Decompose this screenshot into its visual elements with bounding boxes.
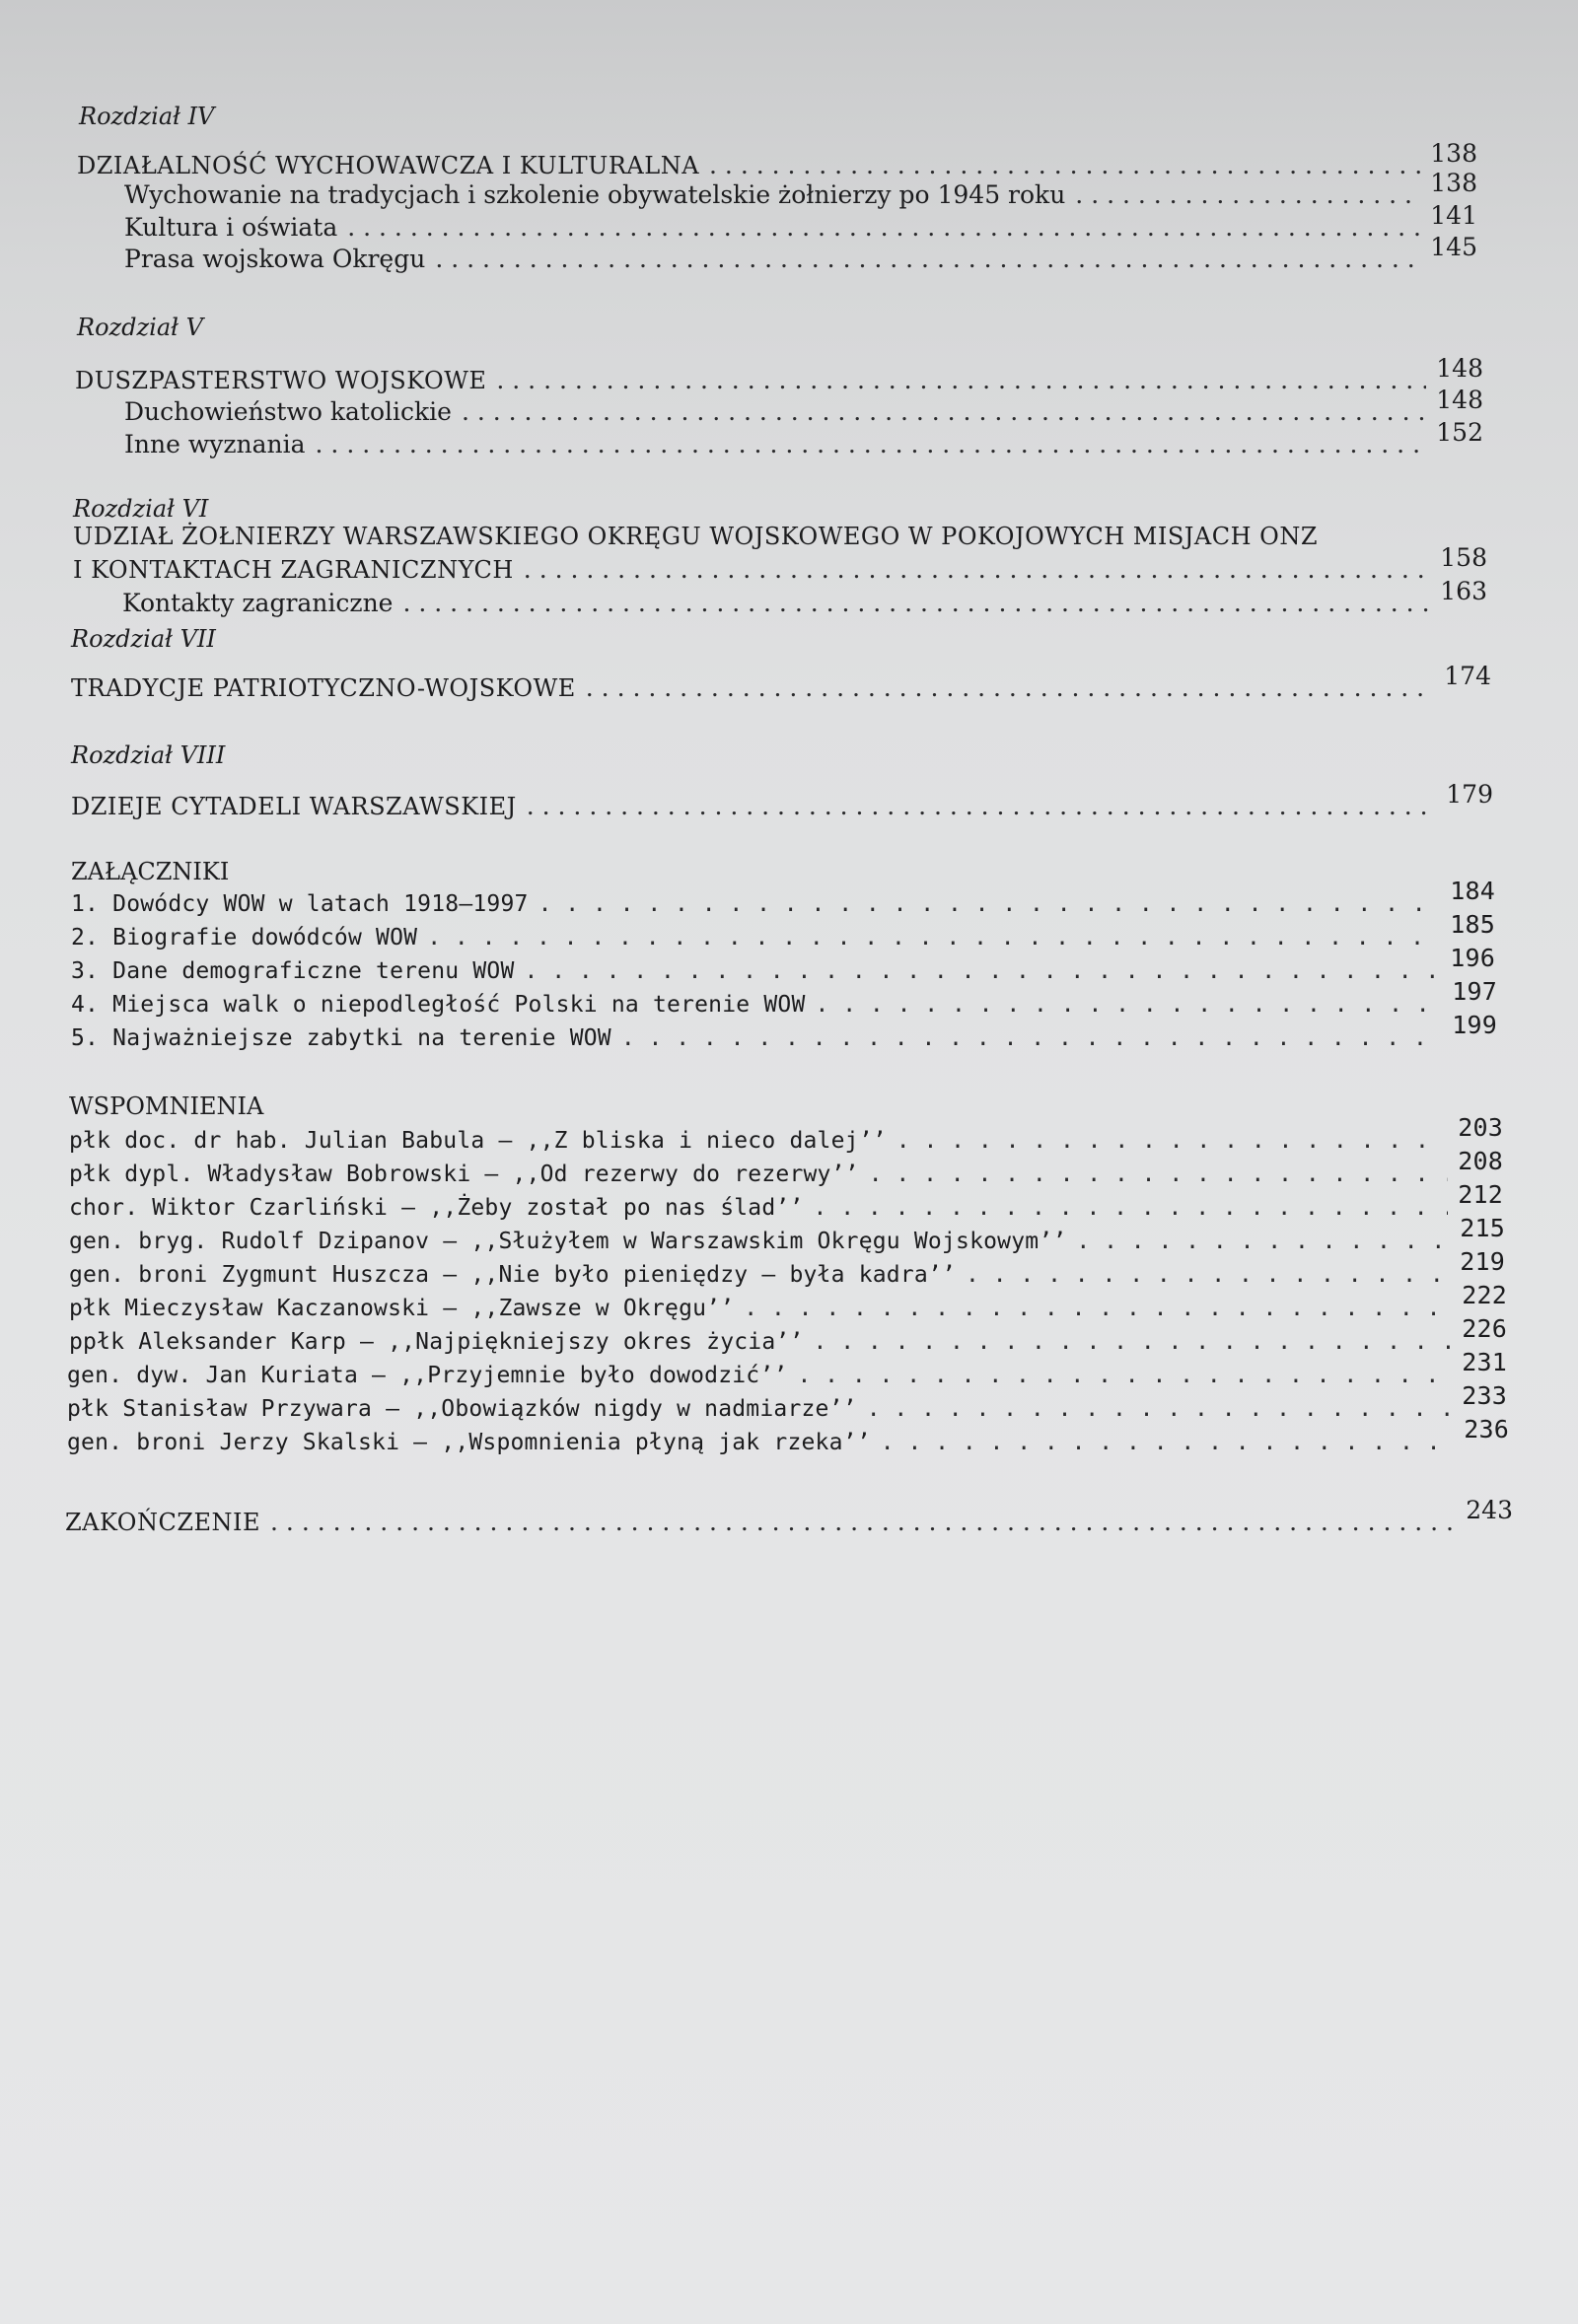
toc-entry bbox=[69, 1214, 1505, 1257]
page-number: 212 bbox=[1458, 1180, 1503, 1209]
page-number: 196 bbox=[1450, 944, 1495, 972]
page-number: 243 bbox=[1466, 1496, 1513, 1524]
appendices-heading: ZAŁĄCZNIKI bbox=[71, 858, 230, 885]
page-number: 233 bbox=[1462, 1381, 1507, 1410]
page-number: 179 bbox=[1446, 780, 1493, 809]
toc-entry-label: 4. Miejsca walk o niepodległość Polski na terenie WOW bbox=[71, 992, 806, 1018]
page-number: 184 bbox=[1450, 877, 1495, 905]
toc-entry bbox=[69, 1281, 1507, 1324]
leader-dots bbox=[402, 588, 1430, 619]
leader-dots bbox=[621, 1022, 1442, 1054]
toc-entry-label: 3. Dane demograficzne terenu WOW bbox=[71, 958, 515, 984]
toc-entry bbox=[67, 1415, 1509, 1458]
page-number: 141 bbox=[1430, 201, 1477, 230]
toc-entry-label: 2. Biografie dowódców WOW bbox=[71, 925, 418, 951]
page-number: 199 bbox=[1452, 1011, 1497, 1039]
toc-entry bbox=[124, 169, 1477, 211]
toc-entry-label: Kontakty zagraniczne bbox=[122, 589, 394, 617]
leader-dots bbox=[270, 1507, 1456, 1538]
leader-dots bbox=[816, 989, 1443, 1021]
page-number: 215 bbox=[1460, 1214, 1505, 1242]
toc-entry bbox=[75, 354, 1483, 396]
chapter-heading: Rozdział VIII bbox=[71, 741, 226, 769]
toc-entry-label: Wychowanie na tradycjach i szkolenie obywatelskie żołnierzy po 1945 roku bbox=[124, 180, 1066, 209]
page-number: 197 bbox=[1452, 977, 1497, 1006]
leader-dots bbox=[347, 212, 1420, 244]
toc-entry bbox=[122, 577, 1487, 619]
memoirs-heading: WSPOMNIENIA bbox=[69, 1092, 264, 1120]
toc-entry bbox=[71, 910, 1495, 953]
chapter-heading: Rozdział V bbox=[77, 314, 203, 341]
toc-entry-label: ppłk Aleksander Karp – ,,Najpiękniejszy okres życia’’ bbox=[69, 1329, 804, 1355]
toc-entry bbox=[65, 1496, 1513, 1538]
toc-entry bbox=[69, 1147, 1503, 1190]
page-number: 231 bbox=[1462, 1348, 1507, 1376]
page-number: 148 bbox=[1436, 354, 1483, 383]
page-number: 158 bbox=[1440, 543, 1487, 572]
chapter-heading: Rozdział VII bbox=[71, 625, 216, 653]
leader-dots bbox=[527, 791, 1437, 822]
toc-entry bbox=[71, 662, 1491, 704]
toc-entry-label: gen. broni Jerzy Skalski – ,,Wspomnienia płyną jak rzeka’’ bbox=[67, 1430, 871, 1455]
conclusion-title: ZAKOŃCZENIE bbox=[65, 1509, 261, 1536]
toc-entry bbox=[77, 139, 1477, 181]
toc-entry bbox=[69, 1314, 1507, 1358]
chapter-title: DUSZPASTERSTWO WOJSKOWE bbox=[75, 367, 487, 394]
leader-dots bbox=[427, 922, 1440, 953]
toc-entry-label: Duchowieństwo katolickie bbox=[124, 397, 452, 426]
page-number: 222 bbox=[1462, 1281, 1507, 1309]
leader-dots bbox=[524, 554, 1430, 586]
leader-dots bbox=[1075, 179, 1420, 211]
page-number: 174 bbox=[1444, 662, 1491, 690]
toc-entry-label: gen. bryg. Rudolf Dzipanov – ,,Służyłem w Warszawskim Okręgu Wojskowym’’ bbox=[69, 1229, 1067, 1254]
toc-entry-label: gen. dyw. Jan Kuriata – ,,Przyjemnie było dowodzić’’ bbox=[67, 1363, 788, 1388]
chapter-heading: Rozdział VI bbox=[73, 495, 209, 523]
toc-entry-label: 5. Najważniejsze zabytki na terenie WOW bbox=[71, 1025, 611, 1051]
page-number: 203 bbox=[1458, 1113, 1503, 1142]
toc-entry bbox=[71, 780, 1493, 822]
toc-entry bbox=[124, 386, 1483, 428]
leader-dots bbox=[867, 1393, 1453, 1425]
leader-dots bbox=[797, 1360, 1452, 1391]
toc-entry bbox=[71, 877, 1495, 920]
leader-dots bbox=[814, 1326, 1453, 1358]
toc-entry bbox=[67, 1381, 1507, 1425]
leader-dots bbox=[435, 244, 1420, 275]
leader-dots bbox=[538, 888, 1441, 920]
toc-entry-label: płk doc. dr hab. Julian Babula – ,,Z bliska i nieco dalej’’ bbox=[69, 1128, 887, 1154]
leader-dots bbox=[496, 365, 1426, 396]
leader-dots bbox=[316, 429, 1427, 460]
leader-dots bbox=[525, 955, 1441, 987]
page-number: 163 bbox=[1440, 577, 1487, 605]
chapter-title: UDZIAŁ ŻOŁNIERZY WARSZAWSKIEGO OKRĘGU WOJSKOWEGO W POKOJOWYCH MISJACH ONZ bbox=[73, 523, 1318, 550]
toc-entry-label: 1. Dowódcy WOW w latach 1918–1997 bbox=[71, 891, 529, 917]
toc-entry-label: chor. Wiktor Czarliński – ,,Żeby został po nas ślad’’ bbox=[69, 1195, 804, 1221]
toc-entry bbox=[124, 233, 1477, 275]
toc-entry-label: gen. broni Zygmunt Huszcza – ,,Nie było pieniędzy – była kadra’’ bbox=[69, 1262, 957, 1288]
leader-dots bbox=[814, 1192, 1449, 1224]
page-number: 138 bbox=[1430, 169, 1477, 197]
leader-dots bbox=[966, 1259, 1450, 1291]
page-number: 152 bbox=[1436, 418, 1483, 447]
chapter-title: TRADYCJE PATRIOTYCZNO-WOJSKOWE bbox=[71, 674, 576, 702]
toc-entry-label: płk Mieczysław Kaczanowski – ,,Zawsze w Okręgu’’ bbox=[69, 1296, 735, 1321]
toc-entry bbox=[124, 418, 1483, 460]
toc-entry bbox=[71, 944, 1495, 987]
page-number: 236 bbox=[1464, 1415, 1509, 1444]
toc-entry-label: Inne wyznania bbox=[124, 430, 306, 458]
toc-entry bbox=[69, 1113, 1503, 1157]
toc-entry-label: Prasa wojskowa Okręgu bbox=[124, 245, 426, 273]
page-number: 138 bbox=[1430, 139, 1477, 168]
leader-dots bbox=[744, 1293, 1452, 1324]
page-number: 226 bbox=[1462, 1314, 1507, 1343]
chapter-title: DZIAŁALNOŚĆ WYCHOWAWCZA I KULTURALNA bbox=[77, 152, 700, 179]
toc-entry bbox=[71, 977, 1497, 1021]
chapter-title: DZIEJE CYTADELI WARSZAWSKIEJ bbox=[71, 793, 517, 820]
toc-entry-label: płk Stanisław Przywara – ,,Obowiązków nigdy w nadmiarze’’ bbox=[67, 1396, 857, 1422]
page-number: 219 bbox=[1460, 1247, 1505, 1276]
toc-entry bbox=[71, 1011, 1497, 1054]
toc-entry bbox=[69, 1247, 1505, 1291]
toc-entry-label: Kultura i oświata bbox=[124, 213, 338, 242]
leader-dots bbox=[869, 1159, 1449, 1190]
leader-dots bbox=[462, 396, 1426, 428]
leader-dots bbox=[897, 1125, 1448, 1157]
toc-entry bbox=[73, 543, 1487, 586]
page-number: 148 bbox=[1436, 386, 1483, 414]
page-number: 208 bbox=[1458, 1147, 1503, 1175]
chapter-heading: Rozdział IV bbox=[79, 103, 215, 130]
toc-entry bbox=[69, 1180, 1503, 1224]
toc-entry bbox=[67, 1348, 1507, 1391]
toc-entry bbox=[124, 201, 1477, 244]
leader-dots bbox=[1076, 1226, 1450, 1257]
chapter-title-continued: I KONTAKTACH ZAGRANICZNYCH bbox=[73, 556, 514, 584]
page-number: 185 bbox=[1450, 910, 1495, 939]
page-number: 145 bbox=[1430, 233, 1477, 261]
toc-entry-label: płk dypl. Władysław Bobrowski – ,,Od rezerwy do rezerwy’’ bbox=[69, 1162, 859, 1187]
leader-dots bbox=[709, 150, 1420, 181]
leader-dots bbox=[881, 1427, 1454, 1458]
leader-dots bbox=[586, 672, 1435, 704]
